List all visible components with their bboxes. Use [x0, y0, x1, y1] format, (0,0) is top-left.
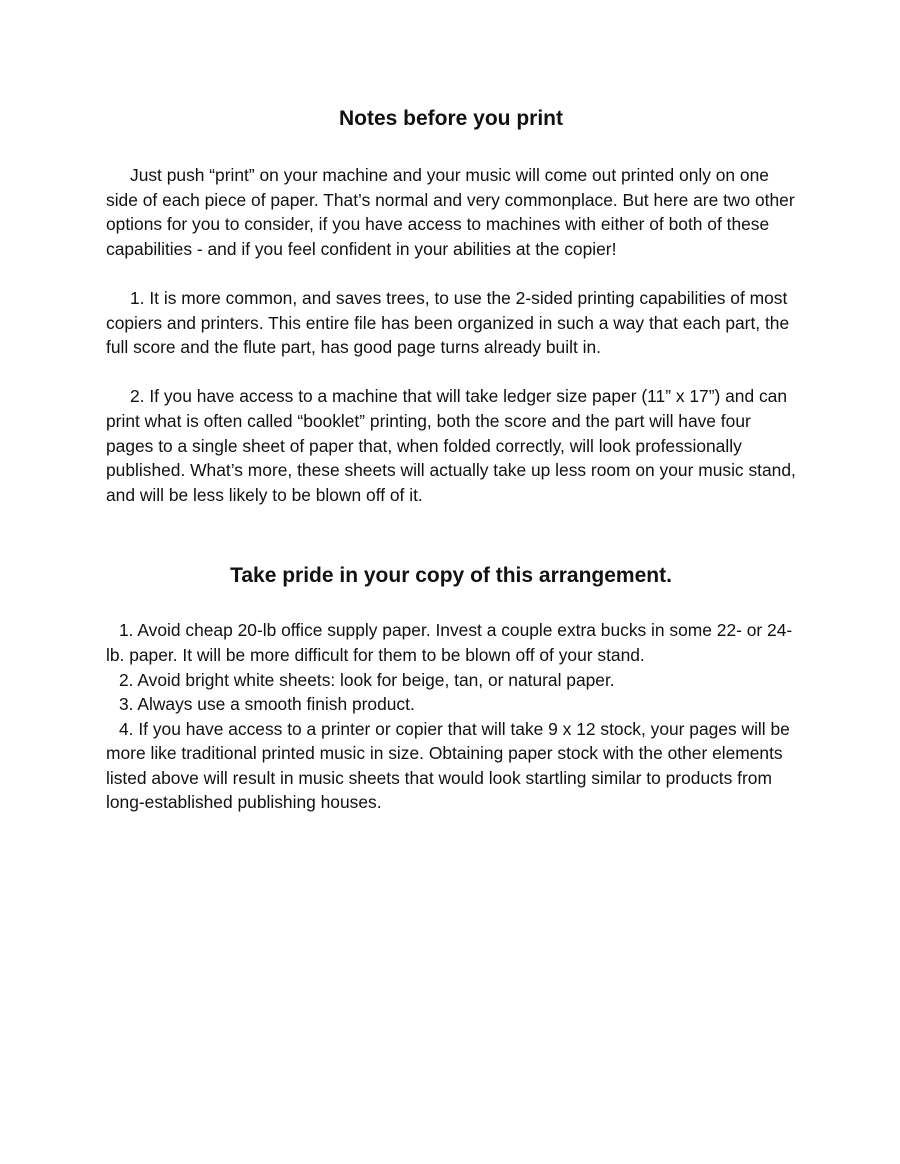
section-title-take-pride: Take pride in your copy of this arrangement. — [230, 564, 672, 588]
paper-tips-list — [106, 618, 796, 815]
list-item-text: 4. If you have access to a printer or copier that will take 9 x 12 stock, your pages will be more like traditional printed music in size. Obtaining paper stock with the other elements listed above will result in music sheets that would look startling similar to products from long-established publishing houses. — [106, 718, 790, 813]
list-item — [106, 692, 796, 717]
document-page — [106, 106, 796, 815]
intro-paragraph — [106, 163, 796, 261]
list-item — [106, 668, 796, 693]
intro-text: Just push “print” on your machine and your music will come out printed only on one side of each piece of paper. That’s normal and very commonplace. But here are two other options for you to consider, if you have access to machines with either of both of these capabilities - and if you feel confident in your abilities at the copier! — [106, 165, 795, 259]
print-option-1 — [106, 286, 796, 360]
list-item-text: 1. Avoid cheap 20-lb office supply paper. Invest a couple extra bucks in some 22- or 24-lb. paper. It will be more difficult for them to be blown off of your stand. — [106, 620, 793, 665]
print-option-2 — [106, 384, 796, 507]
print-option-2-text: 2. If you have access to a machine that will take ledger size paper (11” x 17”) and can print what is often called “booklet” printing, both the score and the part will have four pages to a single sheet of paper that, when folded correctly, will look professionally published. What’s more, these sheets will actually take up less room on your music stand, and will be less likely to be blown off of it. — [106, 386, 796, 505]
section-title-notes-before-print: Notes before you print — [338, 107, 564, 130]
list-item — [106, 717, 796, 815]
list-item-text: 2. Avoid bright white sheets: look for beige, tan, or natural paper. — [119, 669, 615, 690]
list-item-text: 3. Always use a smooth finish product. — [119, 694, 415, 715]
print-option-1-text: 1. It is more common, and saves trees, to use the 2-sided printing capabilities of most copiers and printers. This entire file has been organized in such a way that each part, the full score and the flute part, has good page turns already built in. — [106, 287, 790, 358]
list-item — [106, 618, 796, 667]
